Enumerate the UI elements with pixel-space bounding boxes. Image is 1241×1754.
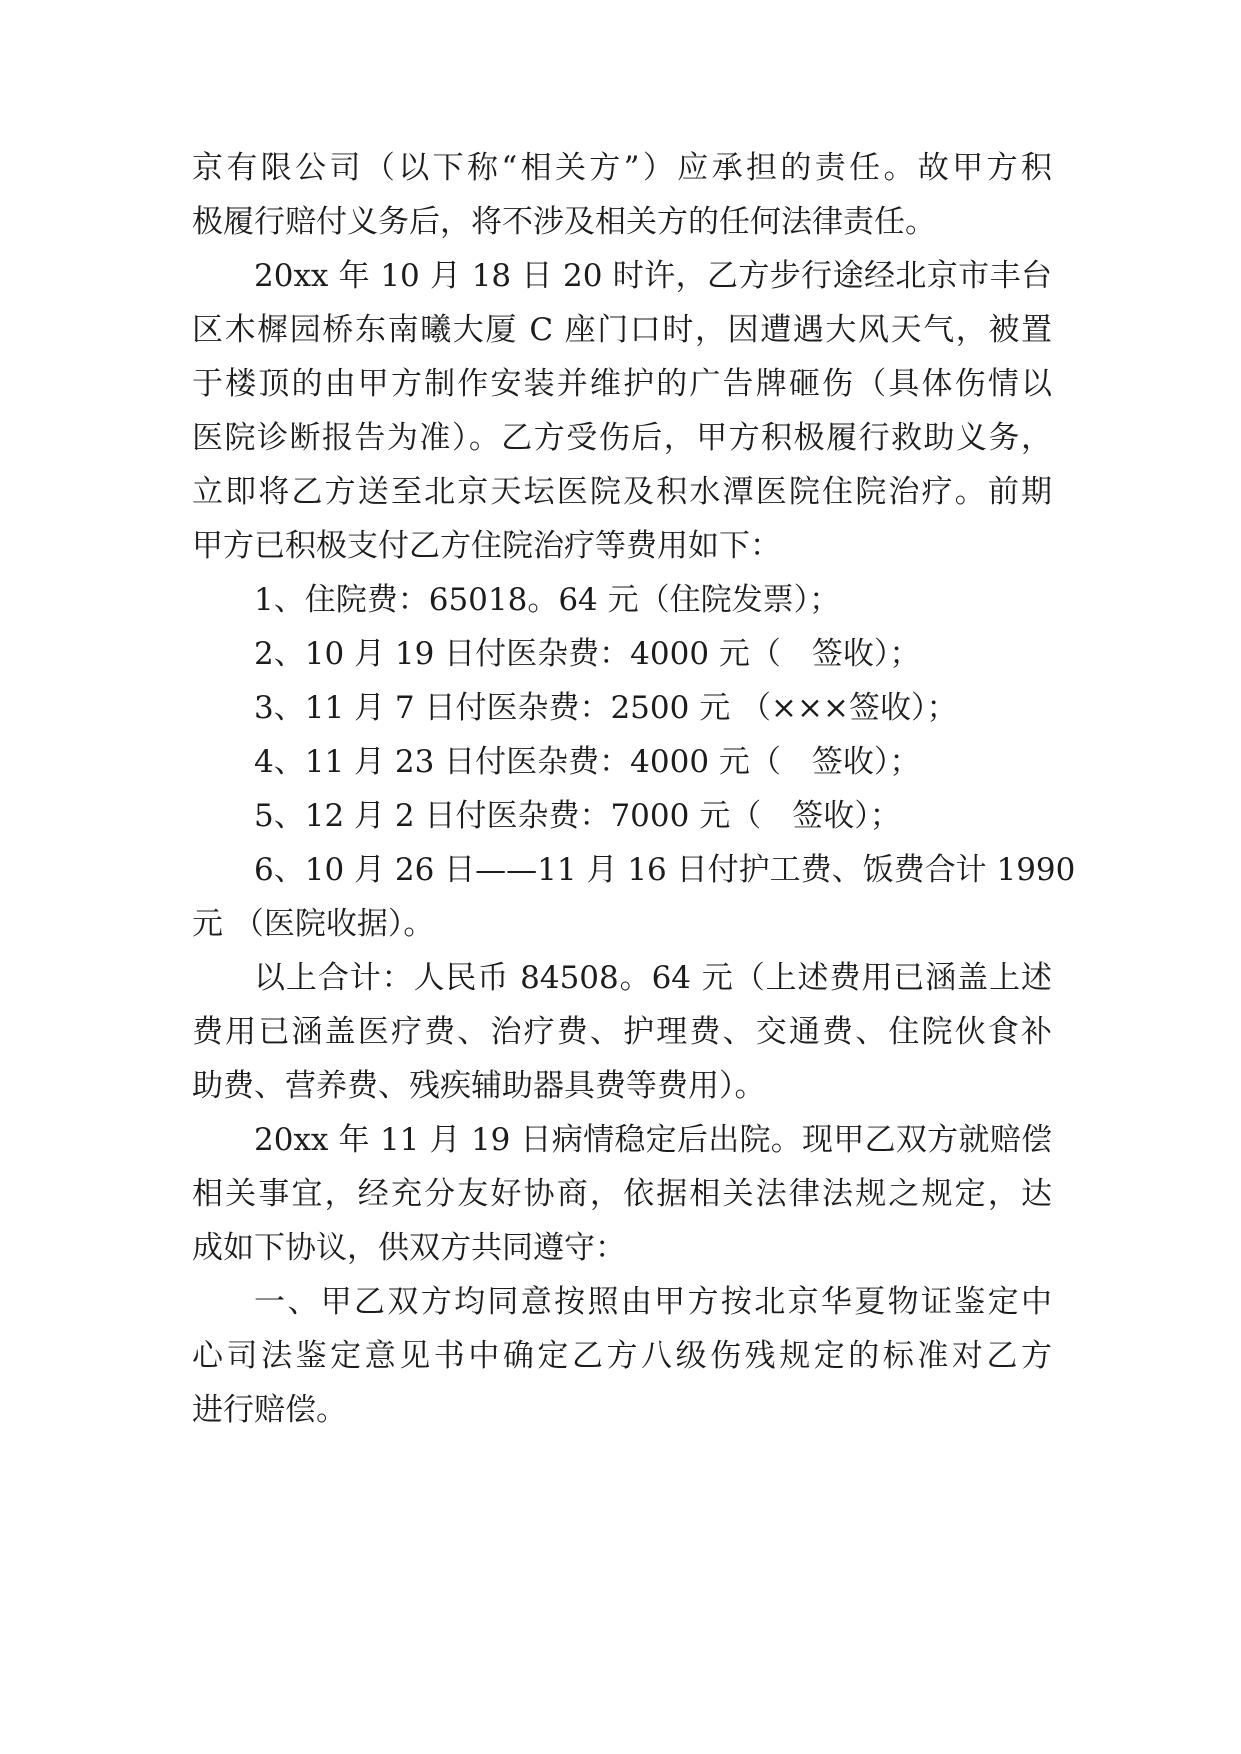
body-text-line: 4、11 月 23 日付医杂费：4000 元（ 签收）； — [254, 744, 921, 780]
body-text-line: 以上合计：人民币 84508。64 元（上述费用已涵盖上述 — [254, 960, 1052, 996]
body-text-line: 区木樨园桥东南曦大厦 C 座门口时，因遭遇大风天气，被置 — [192, 312, 1052, 348]
body-text-line: 甲方已积极支付乙方住院治疗等费用如下： — [192, 528, 781, 564]
body-text-line: 6、10 月 26 日——11 月 16 日付护工费、饭费合计 1990 — [254, 852, 1076, 888]
body-text-line: 极履行赔付义务后，将不涉及相关方的任何法律责任。 — [192, 204, 936, 240]
body-text-line: 京有限公司（以下称“相关方”）应承担的责任。故甲方积 — [192, 150, 1052, 186]
body-text-line: 费用已涵盖医疗费、治疗费、护理费、交通费、住院伙食补 — [192, 1014, 1052, 1050]
body-text-line: 2、10 月 19 日付医杂费：4000 元（ 签收）； — [254, 636, 921, 672]
body-text-line: 20xx 年 10 月 18 日 20 时许，乙方步行途经北京市丰台 — [254, 258, 1052, 294]
body-text-line: 进行赔偿。 — [192, 1392, 347, 1428]
body-text-line: 立即将乙方送至北京天坛医院及积水潭医院住院治疗。前期 — [192, 474, 1052, 510]
body-text-line: 助费、营养费、残疾辅助器具费等费用）。 — [192, 1068, 766, 1104]
body-text-line: 元 （医院收据）。 — [192, 906, 435, 942]
body-text-line: 20xx 年 11 月 19 日病情稳定后出院。现甲乙双方就赔偿 — [254, 1122, 1052, 1158]
body-text-line: 成如下协议，供双方共同遵守： — [192, 1230, 626, 1266]
body-text-line: 相关事宜，经充分友好协商，依据相关法律法规之规定，达 — [192, 1176, 1052, 1212]
body-text-line: 5、12 月 2 日付医杂费：7000 元（ 签收）； — [254, 798, 901, 834]
body-text-line: 1、住院费：65018。64 元（住院发票）； — [254, 582, 841, 618]
body-text-line: 心司法鉴定意见书中确定乙方八级伤残规定的标准对乙方 — [192, 1338, 1052, 1374]
body-text-line: 一、甲乙双方均同意按照由甲方按北京华夏物证鉴定中 — [254, 1284, 1052, 1320]
body-text-line: 3、11 月 7 日付医杂费：2500 元 （×××签收）； — [254, 690, 958, 726]
body-text-line: 于楼顶的由甲方制作安装并维护的广告牌砸伤（具体伤情以 — [192, 366, 1052, 402]
body-text-line: 医院诊断报告为准）。乙方受伤后，甲方积极履行救助义务， — [192, 420, 1052, 456]
